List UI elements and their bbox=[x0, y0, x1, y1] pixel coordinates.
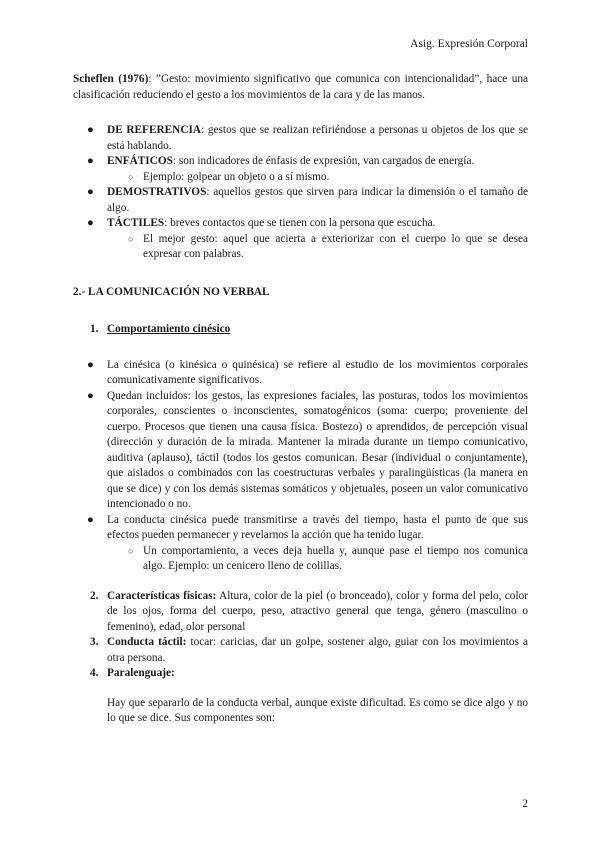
gesture-list bbox=[73, 123, 528, 263]
gesture-term: DE REFERENCIA bbox=[107, 124, 202, 136]
kinesic-item bbox=[73, 389, 528, 513]
gesture-item bbox=[73, 216, 528, 263]
numbered-item-1 bbox=[73, 322, 528, 338]
bullet-icon: ● bbox=[87, 186, 94, 198]
item-label: Paralenguaje: bbox=[107, 667, 175, 679]
closing-paragraph: Hay que separarlo de la conducta verbal, aunque existe dificultad. Es como se dice algo y no lo que se dice. Sus componentes son: bbox=[107, 696, 528, 724]
page-number: 2 bbox=[522, 798, 528, 810]
gesture-subitem bbox=[73, 170, 528, 186]
item-number: 4. bbox=[90, 667, 99, 679]
numbered-item-3 bbox=[73, 635, 528, 666]
item-number: 1. bbox=[90, 323, 99, 335]
kinesic-text: La conducta cinésica puede transmitirse a través del tiempo, hasta el punto de que sus efectos pueden permanecer y revelarnos la acción que ha tenido lugar. bbox=[107, 513, 528, 541]
bullet-icon: ● bbox=[87, 389, 94, 402]
bullet-icon: ● bbox=[87, 217, 94, 229]
kinesic-item bbox=[73, 358, 528, 389]
item-label: Características físicas: bbox=[107, 589, 217, 602]
gesture-item bbox=[73, 123, 528, 154]
item-number: 2. bbox=[90, 589, 99, 602]
circle-bullet-icon: ○ bbox=[128, 171, 134, 182]
kinesic-text: Quedan incluidos: los gestos, las expresiones faciales, las posturas, todos los movimientos corporales, conscientes o inconscientes, somatogénicos (soma: cuerpo; proveniente del cuerpo. Procesos que tienen una causa física. Bostezo) o aprendidos, de percepción visual (dirección y duración de la mirada. Mantener la mirada durante un tiempo comunicativo, auditiva (aplauso), táctil (todos los gestos comunican. Besar (individual o conjuntamente), que aislados o combinados con las coestructuras verbales y paralingüísticas (la manera en que se dice) y con los demás sistemas somáticos y objetuales, poseen un valor comunicativo intencionado o no. bbox=[107, 389, 528, 510]
item-text: Altura, color de la piel (o bronceado), color y forma del pelo, color de los ojos, forma del cuerpo, peso, atractivo general que tenga, género (masculino o femenino), edad, olor personal bbox=[107, 589, 528, 633]
bullet-icon: ● bbox=[87, 358, 94, 371]
circle-bullet-icon: ○ bbox=[128, 233, 134, 244]
gesture-subtext: El mejor gesto: aquel que acierta a exteriorizar con el cuerpo lo que se desea expresar con palabras. bbox=[143, 232, 528, 260]
bullet-icon: ● bbox=[87, 155, 94, 167]
kinesic-subtext: Un comportamiento, a veces deja huella y, aunque pase el tiempo nos comunica algo. Ejemplo: un cenicero lleno de colillas. bbox=[143, 544, 528, 572]
gesture-text: : son indicadores de énfasis de expresión, van cargados de energía. bbox=[172, 155, 475, 167]
gesture-subtext: Ejemplo: golpear un objeto o a sí mismo. bbox=[143, 170, 330, 183]
section-title: 2.- LA COMUNICACIÓN NO VERBAL bbox=[73, 285, 270, 298]
item-title: Comportamiento cinésico bbox=[107, 323, 231, 335]
intro-text: : ”Gesto: movimiento significativo que comunica con intencionalidad”, hace una clasificación reduciendo el gesto a los movimientos de la cara y de las manos. bbox=[73, 73, 529, 101]
gesture-term: DEMOSTRATIVOS bbox=[107, 186, 207, 198]
item-number: 3. bbox=[90, 636, 99, 648]
numbered-item-4 bbox=[73, 666, 528, 682]
intro-author: Scheflen (1976) bbox=[73, 73, 149, 85]
page-content bbox=[73, 72, 528, 727]
gesture-sublist bbox=[73, 232, 528, 263]
kinesic-item bbox=[73, 513, 528, 575]
bullet-icon: ● bbox=[87, 124, 94, 136]
gesture-subitem bbox=[73, 232, 528, 263]
kinesic-sublist bbox=[73, 544, 528, 575]
item-text: tocar: caricias, dar un golpe, sostener algo, guiar con los movimientos a otra persona. bbox=[107, 636, 528, 664]
numbered-item-2 bbox=[73, 589, 528, 636]
intro-paragraph bbox=[73, 72, 528, 103]
kinesic-list bbox=[73, 358, 528, 575]
kinesic-text: La cinésica (o kinésica o quinésica) se refiere al estudio de los movimientos corporales comunicativamente significativos. bbox=[107, 358, 528, 386]
bullet-icon: ● bbox=[87, 513, 94, 526]
gesture-term: ENFÁTICOS bbox=[107, 155, 173, 167]
gesture-text: : breves contactos que se tienen con la persona que escucha. bbox=[164, 217, 436, 229]
page-header: Asig. Expresión Corporal bbox=[410, 38, 528, 50]
gesture-text: : gestos que se realizan refiriéndose a personas u objetos de los que se está hablando. bbox=[107, 124, 528, 152]
gesture-item bbox=[73, 185, 528, 216]
gesture-text: : aquellos gestos que sirven para indicar la dimensión o el tamaño de algo. bbox=[107, 186, 528, 214]
gesture-sublist bbox=[73, 170, 528, 186]
item-label: Conducta táctil: bbox=[107, 636, 187, 648]
kinesic-subitem bbox=[73, 544, 528, 575]
circle-bullet-icon: ○ bbox=[128, 545, 134, 556]
gesture-item bbox=[73, 154, 528, 185]
gesture-term: TÁCTILES bbox=[107, 217, 165, 229]
